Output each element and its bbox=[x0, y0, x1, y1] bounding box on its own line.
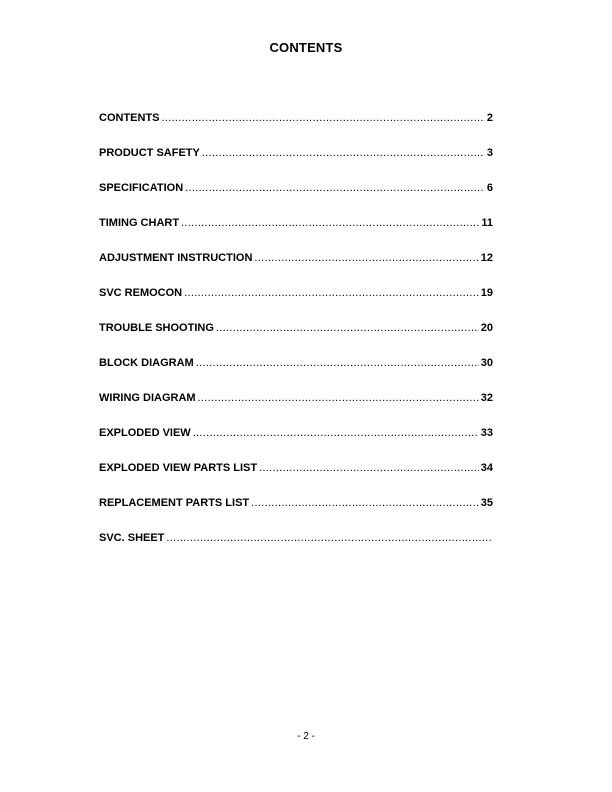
toc-entry-label: PRODUCT SAFETY bbox=[99, 147, 200, 159]
toc-entry-svc-remocon[interactable] bbox=[99, 287, 493, 322]
toc-entry-label: SVC. SHEET bbox=[99, 532, 165, 544]
toc-dot-leader bbox=[196, 357, 479, 370]
toc-entry-block-diagram[interactable] bbox=[99, 357, 493, 392]
toc-dot-leader bbox=[181, 217, 479, 230]
toc-dot-leader bbox=[166, 532, 491, 545]
toc-entry-label: SPECIFICATION bbox=[99, 182, 184, 194]
toc-entry-page: 2 bbox=[486, 112, 493, 124]
toc-entry-page: 11 bbox=[481, 217, 493, 229]
toc-entry-trouble-shooting[interactable] bbox=[99, 322, 493, 357]
toc-dot-leader bbox=[193, 427, 479, 440]
toc-dot-leader bbox=[162, 112, 485, 125]
toc-entry-label: EXPLODED VIEW bbox=[99, 427, 191, 439]
toc-dot-leader bbox=[251, 497, 479, 510]
toc-entry-page: 3 bbox=[486, 147, 493, 159]
toc-entry-timing-chart[interactable] bbox=[99, 217, 493, 252]
toc-entry-label: BLOCK DIAGRAM bbox=[99, 357, 194, 369]
toc-entry-page: 6 bbox=[486, 182, 493, 194]
page-title: CONTENTS bbox=[269, 40, 343, 55]
toc-dot-leader bbox=[259, 462, 479, 475]
toc-dot-leader bbox=[254, 252, 478, 265]
toc-entry-svc-sheet[interactable] bbox=[99, 532, 493, 567]
toc-entry-label: CONTENTS bbox=[99, 112, 160, 124]
toc-entry-label: TIMING CHART bbox=[99, 217, 180, 229]
toc-dot-leader bbox=[202, 147, 485, 160]
toc-entry-product-safety[interactable] bbox=[99, 147, 493, 182]
toc-entry-page: 19 bbox=[480, 287, 493, 299]
toc-entry-page: 12 bbox=[480, 252, 493, 264]
toc-dot-leader bbox=[216, 322, 479, 335]
toc-entry-specification[interactable] bbox=[99, 182, 493, 217]
toc-entry-page: 32 bbox=[480, 392, 493, 404]
page-number: - 2 - bbox=[297, 731, 315, 742]
toc-entry-label: REPLACEMENT PARTS LIST bbox=[99, 497, 250, 509]
toc-entry-page: 34 bbox=[480, 462, 493, 474]
toc-entry-exploded-view-parts-list[interactable] bbox=[99, 462, 493, 497]
toc-entry-label: ADJUSTMENT INSTRUCTION bbox=[99, 252, 253, 264]
table-of-contents bbox=[99, 112, 493, 567]
toc-entry-label: WIRING DIAGRAM bbox=[99, 392, 196, 404]
toc-dot-leader bbox=[185, 182, 485, 195]
toc-entry-page: 20 bbox=[480, 322, 493, 334]
toc-dot-leader bbox=[198, 392, 479, 405]
toc-entry-label: EXPLODED VIEW PARTS LIST bbox=[99, 462, 258, 474]
toc-entry-page: 30 bbox=[480, 357, 493, 369]
toc-entry-label: TROUBLE SHOOTING bbox=[99, 322, 214, 334]
toc-entry-wiring-diagram[interactable] bbox=[99, 392, 493, 427]
toc-entry-exploded-view[interactable] bbox=[99, 427, 493, 462]
toc-entry-replacement-parts-list[interactable] bbox=[99, 497, 493, 532]
toc-dot-leader bbox=[184, 287, 479, 300]
toc-entry-page: 33 bbox=[480, 427, 493, 439]
toc-entry-label: SVC REMOCON bbox=[99, 287, 183, 299]
toc-entry-adjustment-instruction[interactable] bbox=[99, 252, 493, 287]
toc-entry-contents[interactable] bbox=[99, 112, 493, 147]
toc-entry-page: 35 bbox=[480, 497, 493, 509]
